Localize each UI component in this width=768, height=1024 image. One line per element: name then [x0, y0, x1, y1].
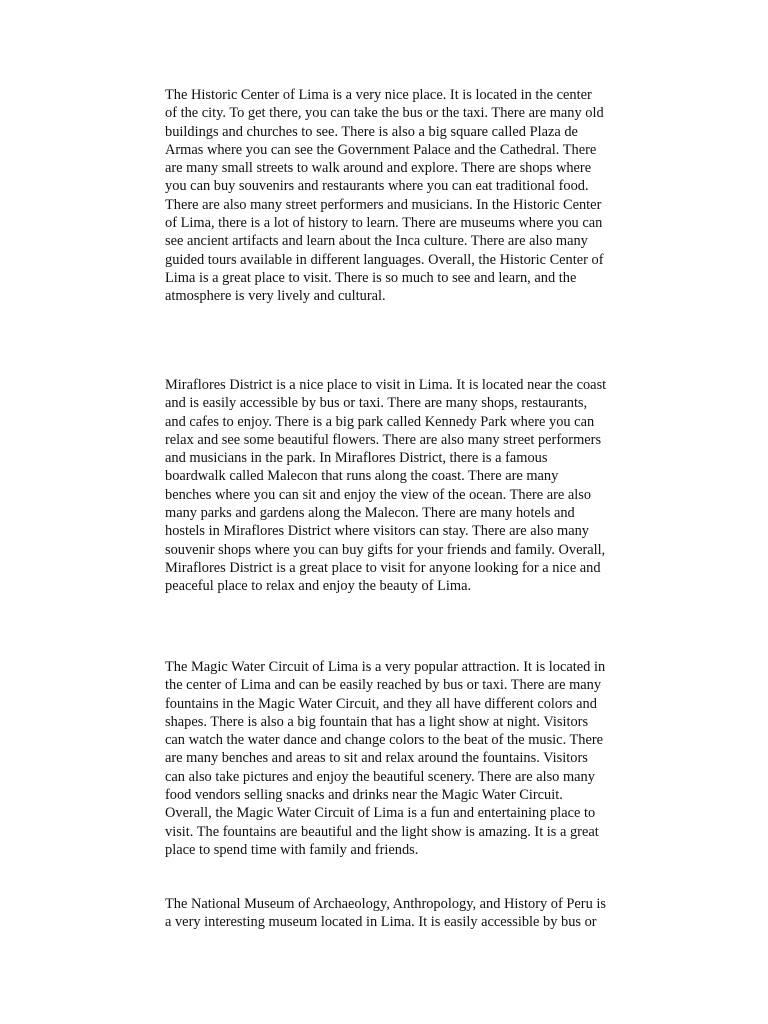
- text-line: food vendors selling snacks and drinks near the Magic Water Circuit.: [165, 787, 563, 804]
- text-line: Miraflores District is a great place to visit for anyone looking for a nice and: [165, 559, 601, 576]
- text-line: Miraflores District is a nice place to visit in Lima. It is located near the coast: [165, 377, 607, 393]
- text-line: of Lima, there is a lot of history to learn. There are museums where you can: [165, 215, 603, 232]
- paragraph-national-museum: [165, 895, 645, 932]
- text-line: can also take pictures and enjoy the beautiful scenery. There are also many: [165, 768, 595, 785]
- text-line: fountains in the Magic Water Circuit, and they all have different colors and: [165, 695, 597, 712]
- text-line: guided tours available in different languages. Overall, the Historic Center of: [165, 251, 604, 268]
- text-line: atmosphere is very lively and cultural.: [165, 288, 386, 305]
- text-line: and is easily accessible by bus or taxi. There are many shops, restaurants,: [165, 395, 588, 412]
- text-line: Armas where you can see the Government Palace and the Cathedral. There: [165, 141, 597, 158]
- text-line: peaceful place to relax and enjoy the beauty of Lima.: [165, 578, 472, 595]
- text-line: and musicians in the park. In Miraflores District, there is a famous: [165, 450, 548, 467]
- text-line: Lima is a great place to visit. There is so much to see and learn, and the: [165, 269, 577, 286]
- text-line: can watch the water dance and change colors to the beat of the music. There: [165, 732, 604, 749]
- text-line: relax and see some beautiful flowers. There are also many street performers: [165, 431, 602, 448]
- text-line: There are also many street performers and musicians. In the Historic Center: [165, 196, 602, 213]
- text-line: shapes. There is also a big fountain that has a light show at night. Visitors: [165, 713, 589, 730]
- text-line: see ancient artifacts and learn about the Inca culture. There are also many: [165, 233, 588, 250]
- text-line: The National Museum of Archaeology, Anthropology, and History of Peru is: [165, 896, 606, 912]
- text-line: many parks and gardens along the Malecon. There are many hotels and: [165, 505, 575, 522]
- text-line: and cafes to enjoy. There is a big park called Kennedy Park where you can: [165, 413, 595, 430]
- text-line: souvenir shops where you can buy gifts for your friends and family. Overall,: [165, 541, 606, 558]
- text-line: you can buy souvenirs and restaurants where you can eat traditional food.: [165, 178, 589, 195]
- text-line: Overall, the Magic Water Circuit of Lima is a fun and entertaining place to: [165, 805, 596, 822]
- text-line: place to spend time with family and friends.: [165, 841, 419, 858]
- text-line: visit. The fountains are beautiful and the light show is amazing. It is a great: [165, 823, 599, 840]
- text-line: the center of Lima and can be easily reached by bus or taxi. There are many: [165, 677, 602, 694]
- text-line: The Magic Water Circuit of Lima is a very popular attraction. It is located in: [165, 659, 606, 675]
- paragraph-historic-center: [165, 86, 645, 306]
- paragraph-miraflores: [165, 376, 645, 596]
- text-line: are many benches and areas to sit and relax around the fountains. Visitors: [165, 750, 588, 767]
- paragraph-magic-water-circuit: [165, 658, 645, 859]
- text-line: buildings and churches to see. There is also a big square called Plaza de: [165, 123, 578, 140]
- text-line: benches where you can sit and enjoy the view of the ocean. There are also: [165, 486, 592, 503]
- text-line: hostels in Miraflores District where visitors can stay. There are also many: [165, 523, 590, 540]
- text-line: The Historic Center of Lima is a very nice place. It is located in the center: [165, 87, 592, 103]
- text-line: are many small streets to walk around and explore. There are shops where: [165, 160, 592, 177]
- text-line: of the city. To get there, you can take the bus or the taxi. There are many old: [165, 105, 604, 122]
- text-line: boardwalk called Malecon that runs along the coast. There are many: [165, 468, 559, 485]
- text-line: a very interesting museum located in Lima. It is easily accessible by bus or: [165, 914, 597, 931]
